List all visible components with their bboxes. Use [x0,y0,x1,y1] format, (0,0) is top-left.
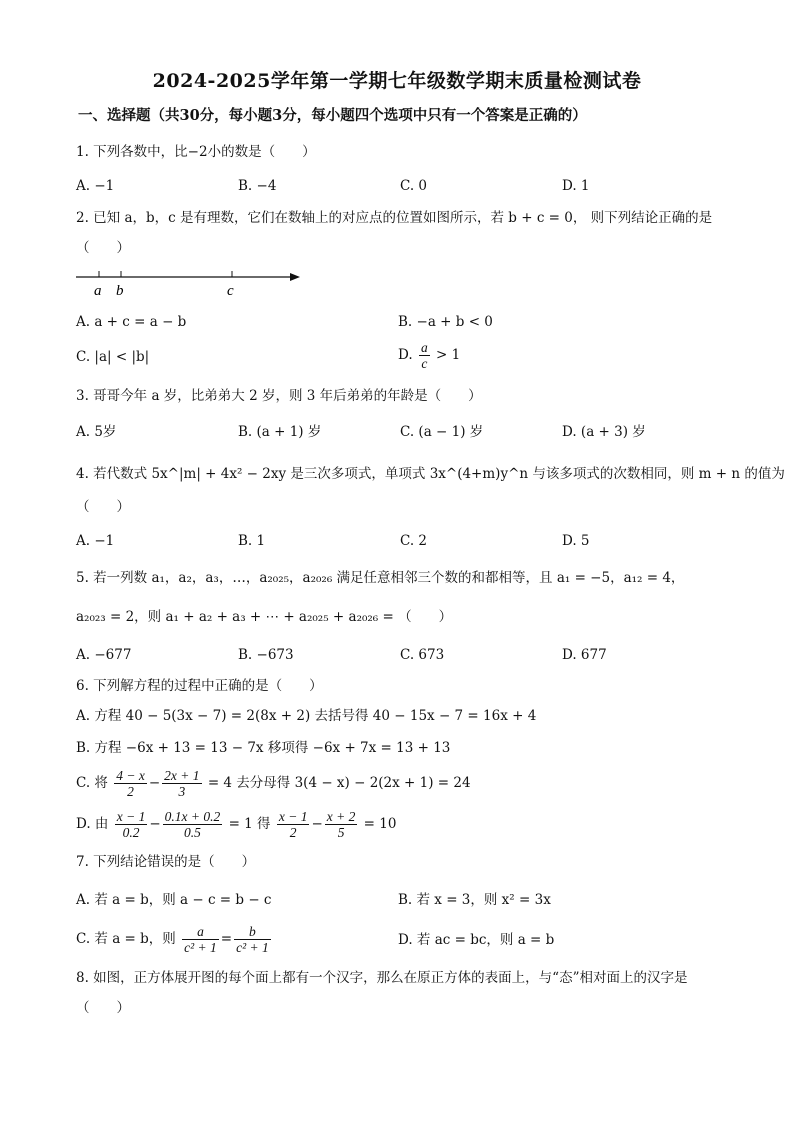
section-heading: 一、选择题（共30分，每小题3分，每小题四个选项中只有一个答案是正确的） [78,107,587,124]
q6-option-c: C. 将 $\frac{4 - x}{2}$ − $\frac{2x + 1}{3}$ = 4 去分母得 3(4 − x) − 2(2x + 1) = 24 [76,768,471,799]
q5-option-a: A. −677 [76,647,132,663]
fraction-denominator: 0.5 [184,825,201,840]
q2-stem: 2. 已知 a，b，c 是有理数，它们在数轴上的对应点的位置如图所示，若 b + c = 0， 则下列结论正确的是 [76,210,713,226]
q2-option-d-inequality: > 1 [435,347,461,363]
q7-option-c: C. 若 a = b，则 $\frac{a}{\text{c² + 1}}$ = $\frac{b}{\text{c² + 1}}$ [76,924,269,955]
fraction-d4 [325,809,358,840]
q8-stem: 8. 如图，正方体展开图的每个面上都有一个汉字，那么在原正方体的表面上，与“态”相对面上的汉字是 [76,970,688,986]
q5-stem: 5. 若一列数 a₁，a₂，a₃，…，a₂₀₂₅，a₂₀₂₆ 满足任意相邻三个数的和都相等，且 a₁ = −5，a₁₂ = 4， [76,570,685,586]
q2-option-d-label: D. [398,347,413,363]
q3-option-d: D. (a + 3) 岁 [562,424,646,440]
fraction-numerator: x + 2 [326,809,356,824]
fraction-denominator: c² + 1 [184,940,217,955]
fraction-numerator: x − 1 [116,809,146,824]
q5-option-b: B. −673 [238,647,294,663]
q4-stem-paren: （ ） [76,499,130,515]
q8-stem-paren: （ ） [76,1000,130,1016]
q1-option-c: C. 0 [400,178,428,194]
q4-option-a: A. −1 [76,533,115,549]
fraction-d2 [163,809,223,840]
q7-stem: 7. 下列结论错误的是（ ） [76,854,256,870]
q6-option-d-rest: = 10 [363,816,397,832]
q4-stem: 4. 若代数式 5x^|m| + 4x² − 2xy 是三次多项式，单项式 3x^(4+m)y^n 与该多项式的次数相同，则 m + n 的值为 [76,466,785,482]
q2-option-b: B. −a + b < 0 [398,314,493,330]
fraction-denominator: 5 [337,825,345,840]
fraction-numerator: 2x + 1 [164,768,200,783]
q5-stem-line2: a₂₀₂₃ = 2，则 a₁ + a₂ + a₃ + ⋯ + a₂₀₂₅ + a₂₀₂₆ = （ ） [76,609,453,625]
fraction-denominator: c [421,356,428,371]
q6-option-c-label: C. 将 [76,775,108,791]
q3-stem: 3. 哥哥今年 a 岁，比弟弟大 2 岁，则 3 年后弟弟的年龄是（ ） [76,388,482,404]
q2-option-a: A. a + c = a − b [76,314,187,330]
exam-title: 2024-2025学年第一学期七年级数学期末质量检测试卷 [152,70,642,92]
q6-option-c-rest: = 4 去分母得 3(4 − x) − 2(2x + 1) = 24 [207,775,471,791]
q7-option-a: A. 若 a = b，则 a − c = b − c [76,892,272,908]
fraction-numerator: x − 1 [278,809,308,824]
number-line-arrow [290,273,300,281]
q1-option-a: A. −1 [76,178,115,194]
q6-option-b: B. 方程 −6x + 13 = 13 − 7x 移项得 −6x + 7x = 13 + 13 [76,740,451,756]
q4-option-d: D. 5 [562,533,590,549]
q6-option-d-middle: = 1 得 [228,816,271,832]
q6-option-a: A. 方程 40 − 5(3x − 7) = 2(8x + 2) 去括号得 40 − 15x − 7 = 16x + 4 [76,708,537,724]
q7-option-c-label: C. 若 a = b，则 [76,931,176,947]
q5-option-c: C. 673 [400,647,445,663]
fraction-d3 [277,809,310,840]
fraction-denominator: 2 [289,825,297,840]
fraction-denominator: 2 [127,784,134,799]
q2-option-c: C. |a| < |b| [76,349,150,365]
fraction-c2 [162,768,201,799]
fraction-numerator: 4 − x [116,768,145,783]
fraction-a-over-c [419,340,430,371]
q1-option-b: B. −4 [238,178,277,194]
q5-option-d: D. 677 [562,647,607,663]
label-a: a [94,283,102,299]
fraction-numerator: a [182,924,219,940]
q4-option-b: B. 1 [238,533,266,549]
number-line-diagram [72,262,312,302]
fraction-d1 [115,809,148,840]
q4-option-c: C. 2 [400,533,428,549]
q6-option-d: D. 由 $\frac{x - 1}{0.2}$ − $\frac{0.1x + 0.2}{0.5}$ = 1 得 $\frac{x - 1}{2}$ − $\frac{x + 2}{5}$ = 10 [76,809,397,840]
fraction-b-over-c2plus1 [234,924,271,955]
fraction-denominator: 0.2 [122,825,140,840]
q6-option-d-label: D. 由 [76,816,109,832]
fraction-c1 [114,768,147,799]
label-b: b [116,283,124,299]
label-c: c [227,283,234,299]
q3-option-c: C. (a − 1) 岁 [400,424,484,440]
fraction-denominator: 3 [178,784,186,799]
q7-option-b: B. 若 x = 3，则 x² = 3x [398,892,551,908]
q2-stem-paren: （ ） [76,240,130,256]
q6-stem: 6. 下列解方程的过程中正确的是（ ） [76,678,323,694]
fraction-numerator: b [234,924,271,940]
fraction-a-over-c2plus1 [182,924,219,955]
q1-stem: 1. 下列各数中，比−2小的数是（ ） [76,144,316,160]
fraction-numerator: a [420,340,428,355]
q7-option-d: D. 若 ac = bc，则 a = b [398,932,555,948]
q2-option-d [398,340,460,371]
q1-option-d: D. 1 [562,178,590,194]
q3-option-b: B. (a + 1) 岁 [238,424,322,440]
fraction-denominator: c² + 1 [236,940,269,955]
fraction-numerator: 0.1x + 0.2 [164,809,221,824]
q3-option-a: A. 5岁 [76,424,117,440]
